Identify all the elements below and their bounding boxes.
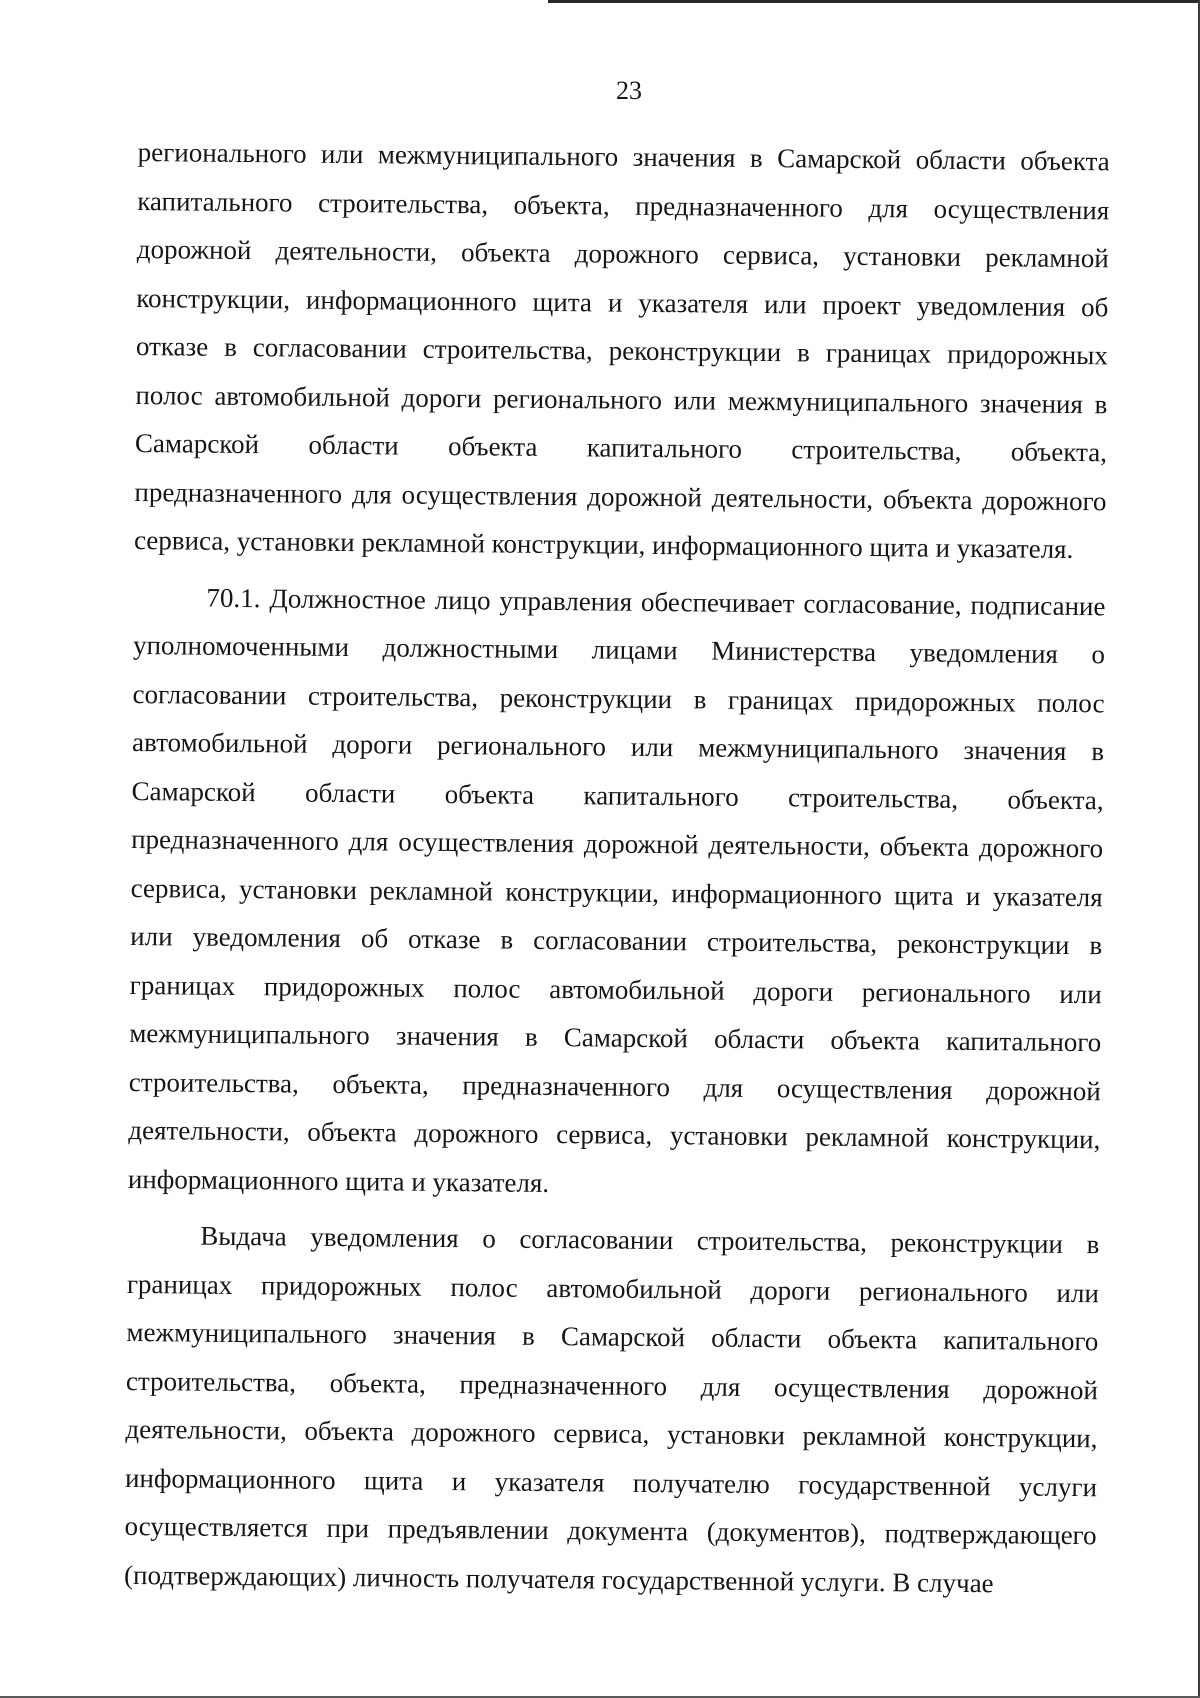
page-number: 23	[616, 76, 642, 105]
paragraph-issuance: Выдача уведомления о согласовании строительства, реконструкции в границах придорожных полос автомобильной дороги регионального или межмуниципального значения в Самарской области объекта капитального строительства, объекта, предназначенного для осуществления дорожной деятельности, объекта дорожного сервиса, установки рекламной конструкции, информационного щита и указателя получателю государственной услуги осуществляется при предъявлении документа (документов), подтверждающего (подтверждающих) личность получателя государственной услуги. В случае	[123, 1220, 1100, 1598]
scan-edge-top	[548, 0, 1200, 3]
paragraph-continuation: регионального или межмуниципального значения в Самарской области объекта капитального строительства, объекта, предназначенного для осуществления дорожной деятельности, объекта дорожного сервиса, установки рекламной конструкции, информационного щита и указателя или проект уведомления об отказе в согласовании строительства, реконструкции в границах придорожных полос автомобильной дороги регионального или межмуниципального значения в Самарской области объекта капитального строительства, объекта, предназначенного для осуществления дорожной деятельности, объекта дорожного сервиса, установки рекламной конструкции, информационного щита и указателя.	[133, 136, 1110, 564]
document-body	[124, 128, 1110, 1608]
paragraph-70-1: 70.1. Должностное лицо управления обеспечивает согласование, подписание уполномоченными должностными лицами Министерства уведомления о согласовании строительства, реконструкции в границах придорожных полос автомобильной дороги регионального или межмуниципального значения в Самарской области объекта капитального строительства, объекта, предназначенного для осуществления дорожной деятельности, объекта дорожного сервиса, установки рекламной конструкции, информационного щита и указателя или уведомления об отказе в согласовании строительства, реконструкции в границах придорожных полос автомобильной дороги регионального или межмуниципального значения в Самарской области объекта капитального строительства, объекта, предназначенного для осуществления дорожной деятельности, объекта дорожного сервиса, установки рекламной конструкции, информационного щита и указателя.	[127, 582, 1106, 1198]
